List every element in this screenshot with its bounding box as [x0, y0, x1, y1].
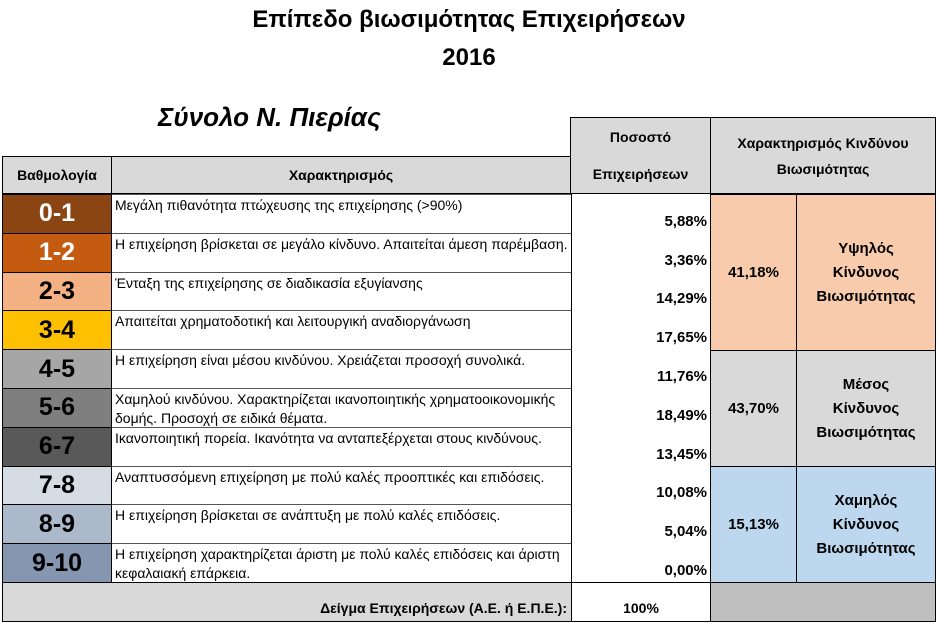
grade-description: Ένταξη της επιχείρησης σε διαδικασία εξυγίανσης — [111, 272, 571, 312]
group-risk-label-line: Βιωσιμότητας — [816, 539, 916, 557]
header-risk — [710, 117, 936, 194]
grade-description: Απαιτείται χρηματοδοτική και λειτουργική αναδιοργάνωση — [111, 310, 571, 350]
grade-percent: 14,29% — [656, 290, 707, 308]
header-risk-line2: Βιωσιμότητας — [776, 160, 870, 177]
sample-label: Δείγμα Επιχειρήσεων (Α.Ε. ή Ε.Π.Ε.): — [2, 582, 572, 622]
group-percent: 15,13% — [710, 466, 797, 583]
group-risk-label — [796, 194, 936, 351]
grade-percent: 13,45% — [656, 445, 707, 463]
header-percent — [570, 117, 711, 194]
grade-percent: 3,36% — [664, 251, 707, 269]
grade-description: Ικανοποιητική πορεία. Ικανότητα να ανταπεξέρχεται στους κινδύνους. — [111, 427, 571, 467]
grade-badge: 4-5 — [2, 349, 112, 389]
grade-percent: 5,04% — [664, 523, 707, 541]
grade-badge: 1-2 — [2, 233, 112, 273]
grade-description: Αναπτυσσόμενη επιχείρηση με πολύ καλές προοπτικές και επιδόσεις. — [111, 466, 571, 506]
grade-badge: 0-1 — [2, 194, 112, 234]
grade-percent: 0,00% — [664, 561, 707, 579]
grade-percent: 5,88% — [664, 212, 707, 230]
group-risk-label-line: Κίνδυνος — [832, 515, 900, 533]
grade-percent: 18,49% — [656, 406, 707, 424]
group-percent: 41,18% — [710, 194, 797, 351]
grade-badge: 5-6 — [2, 388, 112, 428]
sample-value: 100% — [571, 582, 711, 622]
header-risk-line1: Χαρακτηρισμός Κινδύνου — [737, 134, 909, 151]
report-title: Επίπεδο βιωσιμότητας Επιχειρήσεων — [252, 6, 686, 33]
header-percent-line2: Επιχειρήσεων — [592, 166, 689, 183]
group-risk-label-line: Βιωσιμότητας — [816, 287, 916, 305]
group-risk-label-line: Κίνδυνος — [832, 263, 900, 281]
grade-badge: 6-7 — [2, 427, 112, 467]
header-percent-line1: Ποσοστό — [609, 128, 672, 145]
grade-badge: 8-9 — [2, 504, 112, 544]
group-risk-label-line: Βιωσιμότητας — [816, 423, 916, 441]
grade-percent: 11,76% — [656, 367, 707, 385]
table-border — [111, 194, 112, 582]
header-grade: Βαθμολογία — [2, 156, 112, 194]
grade-description: Η επιχείρηση χαρακτηρίζεται άριστη με πολύ καλές επιδόσεις και άριστη κεφαλαιακή επάρκεια. — [111, 543, 571, 583]
grade-description: Χαμηλού κινδύνου. Χαρακτηρίζεται ικανοποιητικής χρηματοοικονομικής δομής. Προσοχή σε ειδικά θέματα. — [111, 388, 571, 428]
table-border — [571, 194, 572, 582]
group-percent: 43,70% — [710, 350, 797, 467]
header-description: Χαρακτηρισμός — [111, 156, 571, 194]
grade-percent: 17,65% — [656, 329, 707, 347]
group-risk-label-line: Μέσος — [842, 375, 890, 393]
grade-percent: 10,08% — [656, 484, 707, 502]
table-border — [2, 194, 3, 582]
group-risk-label — [796, 350, 936, 467]
grade-badge: 9-10 — [2, 543, 112, 583]
grade-badge: 2-3 — [2, 272, 112, 312]
grade-badge: 3-4 — [2, 310, 112, 350]
grade-description: Η επιχείρηση βρίσκεται σε μεγάλο κίνδυνο. Απαιτείται άμεση παρέμβαση. — [111, 233, 571, 273]
report-year: 2016 — [442, 44, 496, 71]
group-risk-label-line: Κίνδυνος — [832, 399, 900, 417]
group-risk-label-line: Υψηλός — [838, 239, 894, 257]
group-risk-label-line: Χαμηλός — [834, 491, 898, 509]
footer-blank — [710, 582, 936, 622]
grade-badge: 7-8 — [2, 466, 112, 506]
grade-description: Μεγάλη πιθανότητα πτώχευσης της επιχείρησης (>90%) — [111, 194, 571, 234]
grade-description: Η επιχείρηση βρίσκεται σε ανάπτυξη με πολύ καλές επιδόσεις. — [111, 504, 571, 544]
grade-description: Η επιχείρηση είναι μέσου κινδύνου. Χρειάζεται προσοχή συνολικά. — [111, 349, 571, 389]
region-subtitle: Σύνολο Ν. Πιερίας — [158, 102, 381, 132]
group-risk-label — [796, 466, 936, 583]
